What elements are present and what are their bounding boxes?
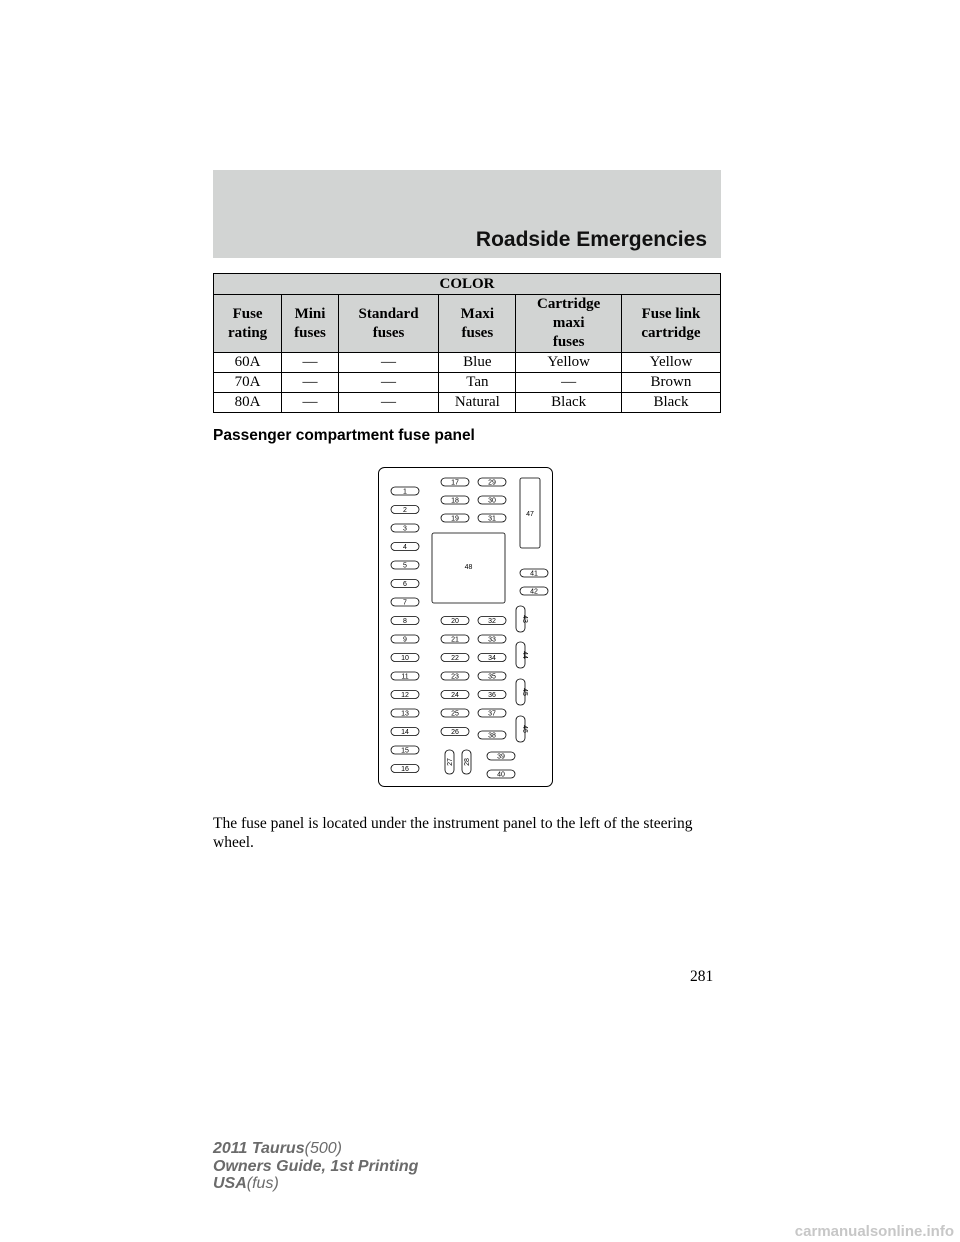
table-cell: — [338, 353, 438, 373]
fuse-8 [391, 617, 419, 626]
fuse-7 [391, 598, 419, 607]
column-header-cartridge-maxi-fuses: Cartridge maxi fuses [516, 295, 621, 353]
fuse-label-40: 40 [497, 771, 505, 779]
fuse-28 [462, 750, 471, 774]
fuse-label-24: 24 [451, 692, 459, 699]
fuse-label-38: 38 [488, 732, 496, 740]
table-cell: 80A [214, 393, 282, 413]
table-cell: Blue [439, 353, 516, 373]
fuse-10 [391, 654, 419, 663]
fuse-label-1: 1 [403, 488, 407, 496]
fuse-label-10: 10 [401, 655, 409, 662]
fuse-1 [391, 487, 419, 496]
fuse-label-33: 33 [488, 636, 496, 644]
fuse-label-42: 42 [530, 588, 538, 596]
fuse-color-table [213, 273, 721, 413]
fuse-35 [478, 672, 506, 681]
table-row [214, 353, 721, 373]
table-cell: — [282, 393, 339, 413]
fuse-label-19: 19 [451, 515, 459, 523]
table-cell: 60A [214, 353, 282, 373]
fuse-20 [441, 617, 469, 626]
fuse-label-25: 25 [451, 710, 459, 718]
fuse-39 [487, 752, 515, 761]
fuse-12 [391, 691, 419, 700]
table-cell: — [338, 373, 438, 393]
table-cell: Black [621, 393, 720, 413]
fuse-18 [441, 496, 469, 505]
column-header-mini-fuses: Mini fuses [282, 295, 339, 353]
fuse-label-9: 9 [403, 636, 407, 644]
fuse-31 [478, 514, 506, 523]
section-title: Roadside Emergencies [475, 228, 707, 251]
fuse-17 [441, 478, 469, 487]
fuse-label-46: 46 [521, 725, 528, 733]
fuse-label-16: 16 [401, 766, 409, 773]
section-header-band [213, 170, 721, 258]
fuse-label-39: 39 [497, 753, 505, 761]
fuse-label-23: 23 [451, 673, 459, 681]
fuse-30 [478, 496, 506, 505]
fuse-29 [478, 478, 506, 487]
footer-model: 2011 Taurus [213, 1140, 305, 1157]
fuse-label-5: 5 [403, 562, 407, 570]
footer-line-1 [213, 1140, 418, 1158]
fuse-33 [478, 635, 506, 644]
table-cell: Yellow [516, 353, 621, 373]
fuse-label-41: 41 [530, 570, 538, 578]
fuse-label-18: 18 [451, 497, 459, 505]
fuse-41 [520, 569, 548, 578]
table-cell: — [338, 393, 438, 413]
fuse-label-26: 26 [451, 729, 459, 736]
fuse-label-22: 22 [451, 655, 459, 662]
fuse-label-37: 37 [488, 710, 496, 718]
fuse-26 [441, 728, 469, 737]
fuse-6 [391, 580, 419, 589]
fuse-label-36: 36 [488, 692, 496, 699]
column-header-maxi-fuses: Maxi fuses [439, 295, 516, 353]
column-header-fuse-link-cartridge: Fuse link cartridge [621, 295, 720, 353]
fuse-label-12: 12 [401, 692, 409, 699]
footer-line-2: Owners Guide, 1st Printing [213, 1157, 419, 1175]
table-cell: Black [516, 393, 621, 413]
fuse-15 [391, 746, 419, 755]
fuse-23 [441, 672, 469, 681]
fuse-16 [391, 765, 419, 774]
table-cell: Brown [621, 373, 720, 393]
fuse-label-27: 27 [447, 758, 454, 766]
fuse-label-11: 11 [401, 673, 409, 681]
table-row [214, 393, 721, 413]
fuse-label-29: 29 [488, 479, 496, 487]
fuse-38 [478, 731, 506, 740]
watermark: carmanualsonline.info [794, 1223, 954, 1240]
fuse-40 [487, 770, 515, 779]
fuse-36 [478, 691, 506, 700]
fuse-label-14: 14 [401, 729, 409, 736]
fuse-9 [391, 635, 419, 644]
fuse-label-17: 17 [451, 479, 459, 487]
table-row [214, 373, 721, 393]
table-column-header-row [214, 295, 721, 353]
color-group-header: COLOR [214, 274, 721, 295]
fuse-label-20: 20 [451, 618, 459, 625]
section-heading: Passenger compartment fuse panel [213, 427, 475, 444]
fuse-label-45: 45 [521, 688, 528, 696]
fuse-27 [445, 750, 454, 774]
footer-market-code: (fus) [246, 1175, 279, 1192]
fuse-24 [441, 691, 469, 700]
fuse-label-47: 47 [526, 511, 534, 518]
table-group-header-row [214, 274, 721, 295]
table-cell: — [282, 353, 339, 373]
fuse-11 [391, 672, 419, 681]
fuse-21 [441, 635, 469, 644]
fuse-label-30: 30 [488, 497, 496, 505]
fuse-label-3: 3 [403, 525, 407, 533]
footer-model-code: (500) [304, 1140, 342, 1157]
fuse-label-8: 8 [403, 618, 407, 625]
fuse-label-4: 4 [403, 544, 407, 551]
fuse-37 [478, 709, 506, 718]
fuse-48 [432, 533, 505, 603]
fuse-47 [520, 478, 540, 548]
footer [213, 1140, 418, 1193]
fuse-5 [391, 561, 419, 570]
fuse-32 [478, 617, 506, 626]
fuse-label-48: 48 [464, 564, 473, 571]
body-paragraph: The fuse panel is located under the instrument panel to the left of the steering wheel. [213, 815, 693, 851]
fuse-label-34: 34 [488, 655, 496, 662]
footer-market: USA [213, 1175, 247, 1192]
fuse-label-44: 44 [521, 651, 528, 659]
fuse-label-43: 43 [521, 615, 528, 623]
fuse-25 [441, 709, 469, 718]
fuse-13 [391, 709, 419, 718]
table-cell: — [282, 373, 339, 393]
fuse-label-7: 7 [403, 599, 407, 607]
table-cell: 70A [214, 373, 282, 393]
fuse-4 [391, 543, 419, 552]
fuse-34 [478, 654, 506, 663]
fuse-label-35: 35 [488, 673, 496, 681]
table-cell: Natural [439, 393, 516, 413]
fuse-22 [441, 654, 469, 663]
fuse-label-6: 6 [403, 581, 407, 588]
fuse-label-32: 32 [488, 618, 496, 625]
table-cell: Yellow [621, 353, 720, 373]
fuse-label-2: 2 [403, 507, 407, 514]
fuse-19 [441, 514, 469, 523]
fuse-14 [391, 728, 419, 737]
fuse-3 [391, 524, 419, 533]
fuse-panel-diagram [378, 467, 553, 787]
fuse-42 [520, 587, 548, 596]
column-header-fuse-rating: Fuse rating [214, 295, 282, 353]
fuse-label-28: 28 [464, 758, 471, 766]
table-cell: Tan [439, 373, 516, 393]
column-header-standard-fuses: Standard fuses [338, 295, 438, 353]
page-number: 281 [690, 968, 714, 985]
fuse-label-31: 31 [488, 515, 496, 523]
fuse-label-21: 21 [451, 636, 459, 644]
fuse-label-15: 15 [401, 747, 409, 755]
footer-line-3 [213, 1175, 418, 1193]
fuse-2 [391, 506, 419, 515]
fuse-label-13: 13 [401, 710, 409, 718]
table-cell: — [516, 373, 621, 393]
